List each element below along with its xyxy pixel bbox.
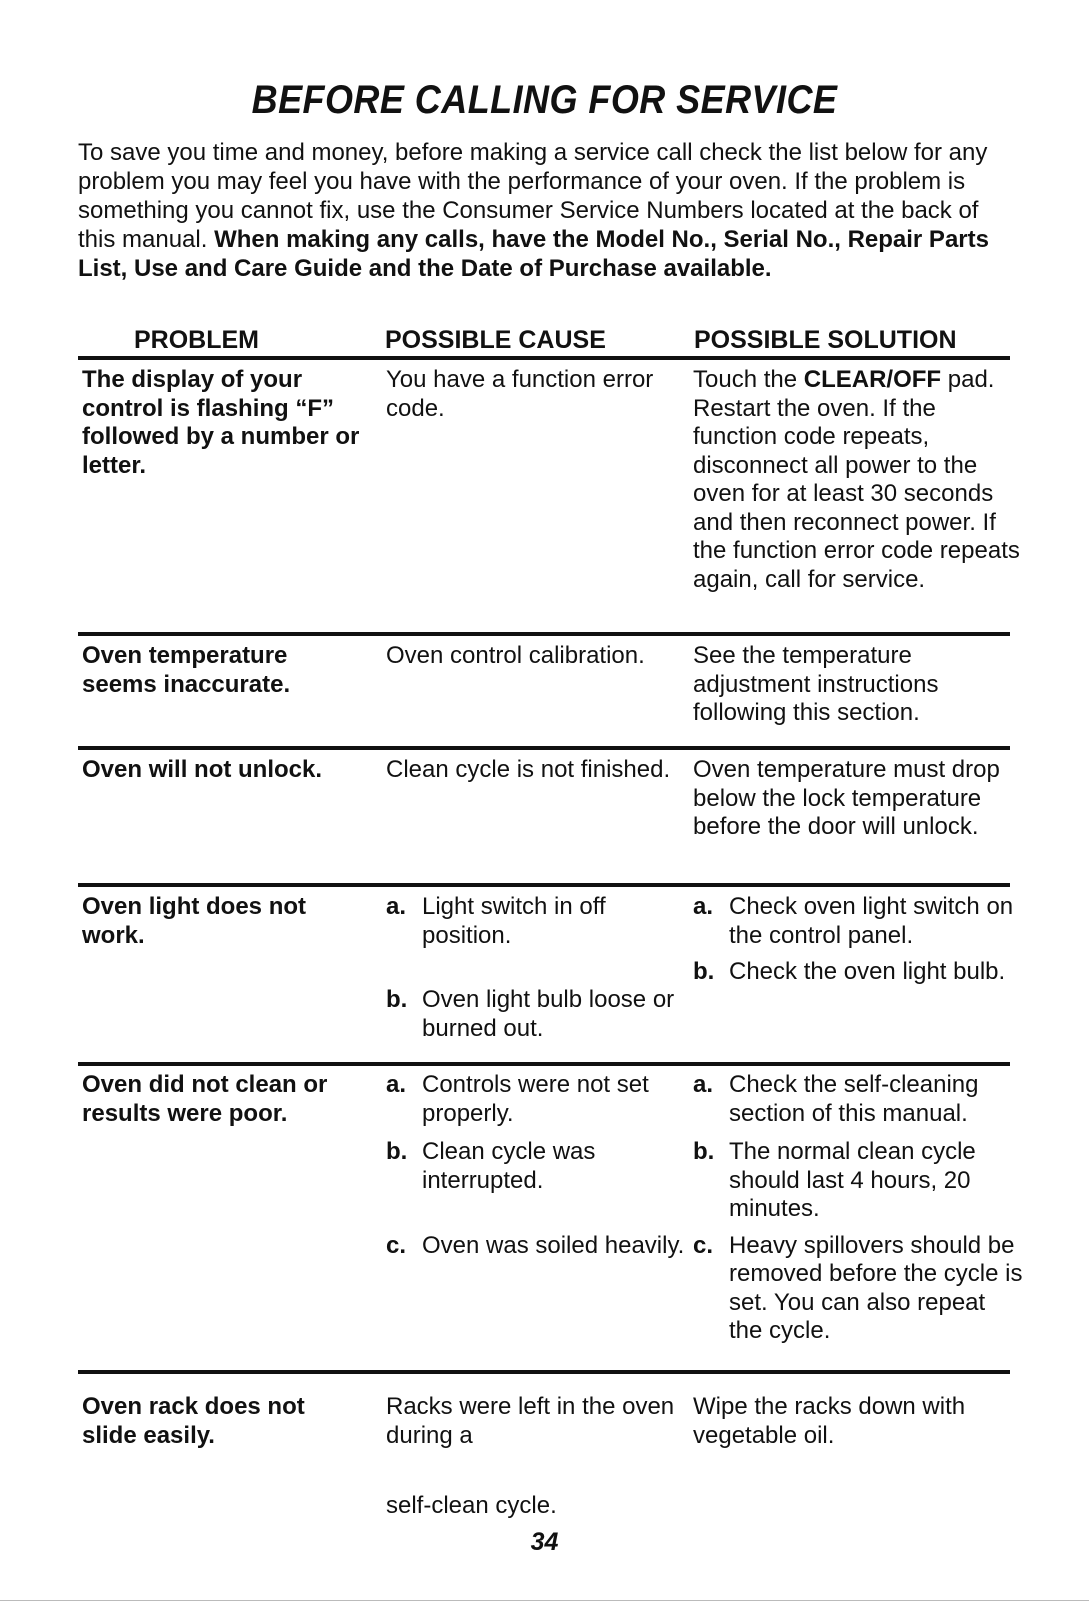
cause-cell: Oven control calibration. [386,642,645,669]
problem-cell: Oven light does not work. [82,893,307,949]
row-divider [78,883,1010,887]
item-text: Check oven light switch on the control panel. [729,893,1014,949]
cause-cell [386,1071,686,1261]
item-label: c. [693,1231,714,1259]
header-cause: POSSIBLE CAUSE [385,326,606,354]
solution-cell: Wipe the racks down with vegetable oil. [693,1393,966,1449]
problem-cell: Oven rack does not slide easily. [82,1393,305,1449]
item-text: Oven was soiled heavily. [422,1232,685,1259]
solution-item [693,893,1023,950]
item-text: Oven light bulb loose or burned out. [422,986,675,1042]
cause-text-continued: self-clean cycle. [386,1492,557,1519]
item-text: Controls were not set properly. [422,1071,649,1127]
clear-off-pad-label: CLEAR/OFF [803,366,942,393]
cause-item [386,1232,686,1261]
page-bottom-edge [0,1600,1089,1601]
cause-text: Racks were left in the oven during a [386,1393,675,1449]
solution-item [693,1138,1023,1224]
problem-cell: The display of your control is flashing “F” followed by a number or letter. [82,366,360,479]
solution-item [693,958,1023,987]
row-divider [78,632,1010,636]
cause-cell: Clean cycle is not finished. [386,756,671,783]
item-label: c. [386,1232,407,1259]
intro-bold-text: When making any calls, have the Model No., Serial No., Repair Parts List, Use and Care Guide and the Date of Purchase available. [78,226,989,282]
item-text: Check the self-cleaning section of this manual. [729,1071,979,1127]
item-text: Clean cycle was interrupted. [422,1138,596,1194]
cause-item [386,1138,686,1195]
solution-cell: Oven temperature must drop below the lock temperature before the door will unlock. [693,756,1000,840]
intro-text: To save you time and money, before making a service call check the list below for any problem you may feel you have with the performance of your oven. If the problem is something you cannot fix, use the Consumer Service Numbers located at the back of this manual. [78,139,988,253]
problem-cell: Oven did not clean or results were poor. [82,1071,328,1127]
solution-cell [693,1071,1023,1346]
solution-item [693,1232,1023,1346]
item-text: Light switch in off position. [422,893,606,949]
row-divider [78,1062,1010,1066]
item-label: a. [386,1071,407,1098]
header-problem: PROBLEM [134,326,259,354]
row-divider [78,356,1010,360]
cause-cell: You have a function error code. [386,366,654,422]
solution-text: pad. Restart the oven. If the function code repeats, disconnect all power to the oven for at least 30 seconds and then reconnect power. If the function error code repeats again, call for service. [693,366,1020,593]
solution-cell: See the temperature adjustment instructions following this section. [693,642,939,726]
row-divider [78,746,1010,750]
page-title: BEFORE CALLING FOR SERVICE [251,78,838,122]
cause-item [386,1071,686,1128]
cause-cell [386,893,686,1043]
solution-cell [693,893,1023,987]
item-label: a. [693,1071,714,1098]
problem-cell: Oven will not unlock. [82,756,323,783]
row-divider [78,1370,1010,1374]
solution-item [693,1071,1023,1128]
solution-text: Touch the [693,366,804,393]
item-text: Heavy spillovers should be removed before the cycle is set. You can also repeat the cycle. [729,1231,1023,1344]
cause-item [386,986,686,1043]
item-label: b. [386,1138,408,1165]
intro-paragraph [78,138,1018,283]
cause-cell [386,1393,686,1521]
cause-item [386,893,686,950]
page-number: 34 [530,1528,559,1556]
item-label: a. [693,893,714,920]
item-label: a. [386,893,407,920]
item-label: b. [693,958,715,985]
item-text: Check the oven light bulb. [729,958,1006,985]
solution-cell [693,366,1023,594]
header-solution: POSSIBLE SOLUTION [694,326,957,354]
item-text: The normal clean cycle should last 4 hours, 20 minutes. [729,1138,976,1222]
item-label: b. [386,986,408,1013]
problem-cell: Oven temperature seems inaccurate. [82,642,291,698]
item-label: b. [693,1138,715,1165]
